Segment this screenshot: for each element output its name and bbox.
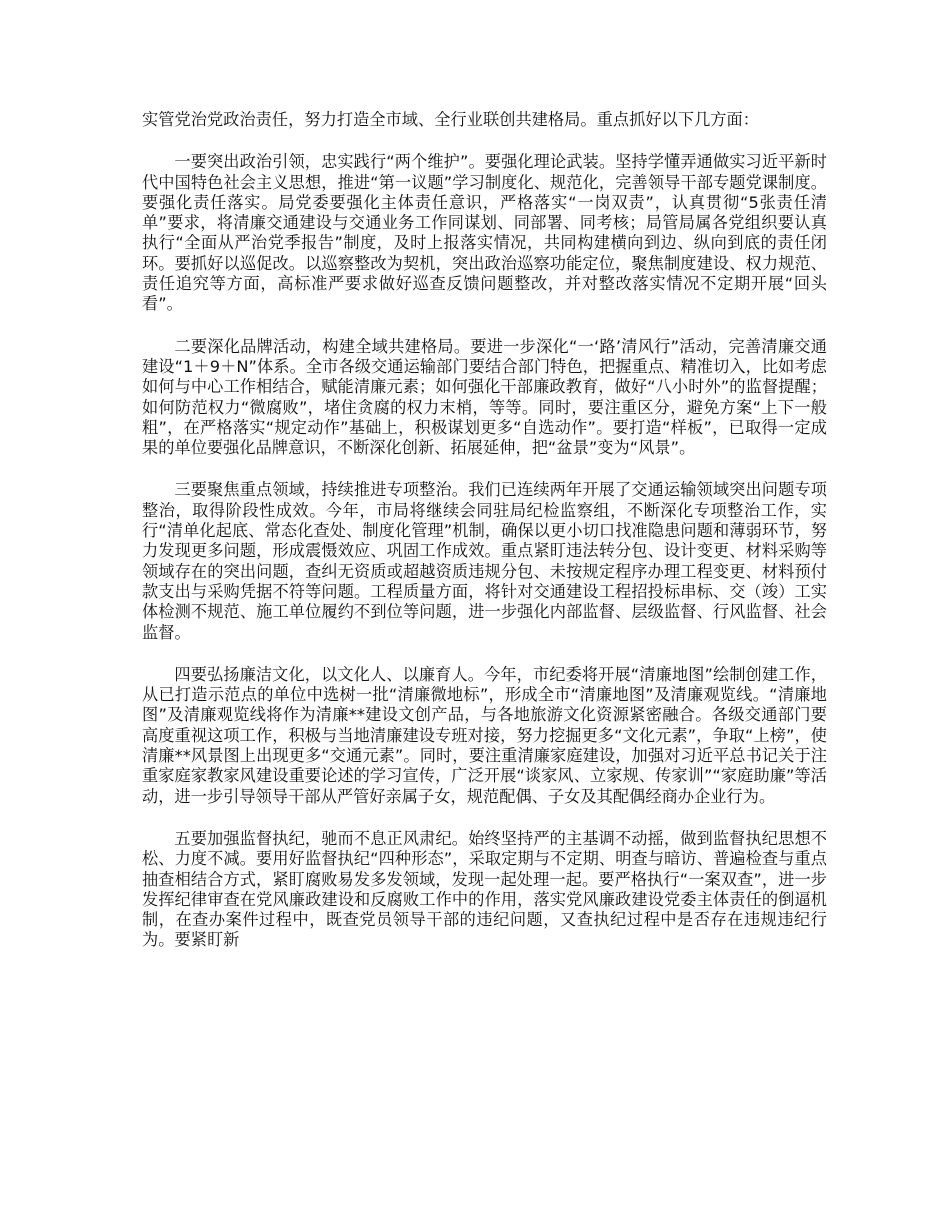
paragraph-supervision-discipline: 五要加强监督执纪，驰而不息正风肃纪。始终坚持严的主基调不动摇，做到监督执纪思想不松、力度不减。要用好监督执纪“四种形态”，采取定期与不定期、明查与暗访、普遍检查与重点抽查相结合方式，紧盯腐败易发多发领域，发现一起处理一起。要严格执行“一案双查”，进一步发挥纪律审查在党风廉政建设和反腐败工作中的作用，落实党风廉政建设党委主体责任的倒逼机制，在查办案件过程中，既查党员领导干部的违纪问题，又查执纪过程中是否存在违规违纪行为。要紧盯新 <box>142 828 827 950</box>
paragraph-special-rectification: 三要聚焦重点领域，持续推进专项整治。我们已连续两年开展了交通运输领域突出问题专项整治，取得阶段性成效。今年，市局将继续会同驻局纪检监察组，不断深化专项整治工作，实行“清单化起底、常态化查处、制度化管理”机制，确保以更小切口找准隐患问题和薄弱环节，努力发现更多问题，形成震慑效应、巩固工作成效。重点紧盯违法转分包、设计变更、材料采购等领域存在的突出问题，查纠无资质或超越资质违规分包、未按规定程序办理工程变更、材料预付款支出与采购凭据不符等问题。工程质量方面，将针对交通建设工程招投标串标、交（竣）工实体检测不规范、施工单位履约不到位等问题，进一步强化内部监督、层级监督、行风监督、社会监督。 <box>142 480 827 642</box>
paragraph-political-guidance: 一要突出政治引领，忠实践行“两个维护”。要强化理论武装。坚持学懂弄通做实习近平新时代中国特色社会主义思想，推进“第一议题”学习制度化、规范化，完善领导干部专题党课制度。要强化责任落实。局党委要强化主体责任意识，严格落实“一岗双责”，认真贯彻“5张责任清单”要求，将清廉交通建设与交通业务工作同谋划、同部署、同考核；局管局属各党组织要认真执行“全面从严治党季报告”制度，及时上报落实情况，共同构建横向到边、纵向到底的责任闭环。要抓好以巡促改。以巡察整改为契机，突出政治巡察功能定位，聚焦制度建设、权力规范、责任追究等方面，高标准严要求做好巡查反馈问题整改，并对整改落实情况不定期开展“回头看”。 <box>142 152 827 314</box>
paragraph-intro: 实管党治党政治责任，努力打造全市域、全行业联创共建格局。重点抓好以下几方面： <box>142 110 760 129</box>
paragraph-brand-activities: 二要深化品牌活动，构建全域共建格局。要进一步深化“一‘路’清风行”活动，完善清廉交通建设“1＋9＋N”体系。全市各级交通运输部门要结合部门特色，把握重点、精准切入，比如考虑如何与中心工作相结合，赋能清廉元素；如何强化干部廉政教育，做好“八小时外”的监督提醒；如何防范权力“微腐败”，堵住贪腐的权力末梢，等等。同时，要注重区分，避免方案“上下一般粗”，在严格落实“规定动作”基础上，积极谋划更多“自选动作”。要打造“样板”，已取得一定成果的单位要强化品牌意识，不断深化创新、拓展延伸，把“盆景”变为“风景”。 <box>142 336 827 458</box>
paragraph-integrity-culture: 四要弘扬廉洁文化，以文化人、以廉育人。今年，市纪委将开展“清廉地图”绘制创建工作，从已打造示范点的单位中选树一批“清廉微地标”，形成全市“清廉地图”及清廉观览线。“清廉地图”及清廉观览线将作为清廉**建设文创产品，与各地旅游文化资源紧密融合。各级交通部门要高度重视这项工作，积极与当地清廉建设专班对接，努力挖掘更多“文化元素”，争取“上榜”，使清廉**风景图上出现更多“交通元素”。同时，要注重清廉家庭建设，加强对习近平总书记关于注重家庭家教家风建设重要论述的学习宣传，广泛开展“谈家风、立家规、传家训”“家庭助廉”等活动，进一步引导领导干部从严管好亲属子女，规范配偶、子女及其配偶经商办企业行为。 <box>142 664 827 806</box>
document-body <box>142 110 827 973</box>
